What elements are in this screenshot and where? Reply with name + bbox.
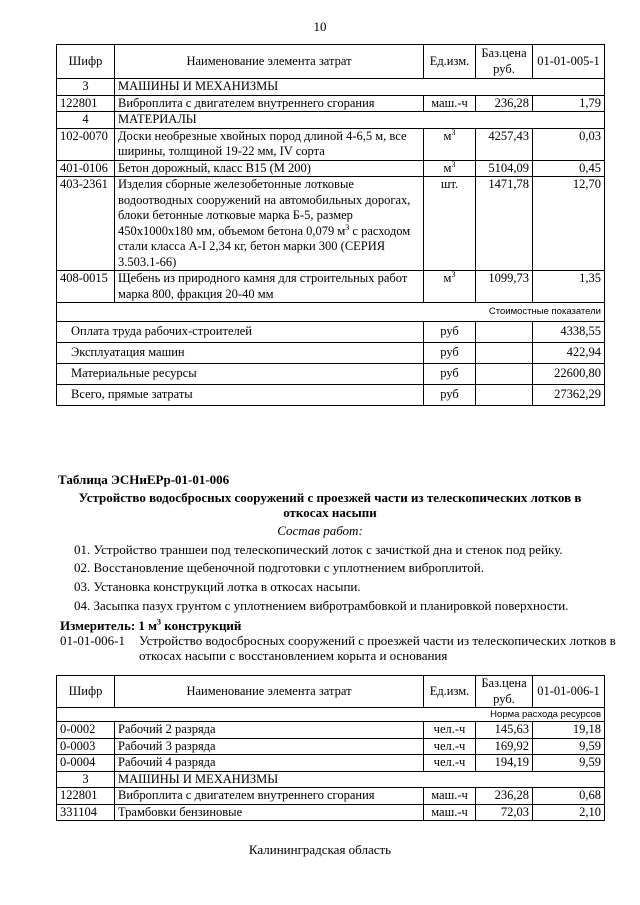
unit-cell: шт. [424, 177, 476, 271]
unit-cell: маш.-ч [424, 95, 476, 112]
table-row [57, 788, 605, 805]
footer-region: Калининградская область [248, 842, 392, 857]
section-number: 4 [57, 112, 115, 129]
header-name: Наименование элемента затрат [115, 676, 424, 708]
work-item: 01. Устройство траншеи под телескопический лоток с зачисткой дна и стенок под рейку. [74, 542, 563, 557]
cost-indicators-row [57, 303, 605, 322]
price-cell: 4257,43 [476, 128, 533, 160]
value-cell: 1,35 [533, 271, 605, 303]
unit-cell: чел.-ч [424, 738, 476, 755]
value-cell: 12,70 [533, 177, 605, 271]
norm-code: 01-01-006-1 [60, 633, 125, 648]
header-code: Шифр [57, 676, 115, 708]
code-cell: 122801 [57, 95, 115, 112]
price-cell: 1099,73 [476, 271, 533, 303]
price-cell: 145,63 [476, 722, 533, 739]
price-cell: 194,19 [476, 755, 533, 772]
table-title: Таблица ЭСНиЕРр-01-01-006 [58, 472, 230, 487]
header-price: Баз.цена руб. [476, 45, 533, 79]
composition-label: Состав работ: [277, 523, 363, 538]
total-empty [476, 385, 533, 406]
value-cell: 9,59 [533, 738, 605, 755]
table-row [57, 271, 605, 303]
table-header-row [57, 676, 605, 708]
norm-description: Устройство водосбросных сооружений с проезжей части из телескопических лотков в откосах насыпи с восстановлением корыта и основания [139, 633, 616, 663]
name-cell: Рабочий 4 разряда [115, 755, 424, 772]
table-row [57, 722, 605, 739]
table-row [57, 738, 605, 755]
name-cell: Изделия сборные железобетонные лотковые водоотводных сооружений на автомобильных дорогах, блоки бетонные лотковые марка Б-5, размер 450х1000х180 мм, объемом бетона 0,079 $м^3$ с расходом стали класса А-I 2,34 кг, бетон марки 300 (СЕРИЯ 3.503.1-66) [115, 177, 424, 271]
code-cell: 403-2361 [57, 177, 115, 271]
total-label: Всего, прямые затраты [57, 385, 424, 406]
value-cell: 0,45 [533, 160, 605, 177]
code-cell: 0-0003 [57, 738, 115, 755]
section-title: МАТЕРИАЛЫ [115, 112, 605, 129]
unit-cell: $м^3$ [424, 128, 476, 160]
section-row [57, 112, 605, 129]
name-cell: Рабочий 2 разряда [115, 722, 424, 739]
name-cell: Щебень из природного камня для строительных работ марка 800, фракция 20-40 мм [115, 271, 424, 303]
table-header-row [57, 45, 605, 79]
total-empty [476, 322, 533, 343]
code-cell: 401-0106 [57, 160, 115, 177]
value-cell: 1,79 [533, 95, 605, 112]
total-label: Материальные ресурсы [57, 364, 424, 385]
total-value: 27362,29 [533, 385, 605, 406]
code-cell: 102-0070 [57, 128, 115, 160]
resource-norm-row [57, 708, 605, 722]
unit-cell: $м^3$ [424, 160, 476, 177]
name-cell: Доски необрезные хвойных пород длиной 4-6,5 м, все ширины, толщиной 19-22 мм, IV сорта [115, 128, 424, 160]
table-row [57, 177, 605, 271]
code-cell: 122801 [57, 788, 115, 805]
total-value: 422,94 [533, 343, 605, 364]
section-row [57, 79, 605, 96]
unit-cell: маш.-ч [424, 788, 476, 805]
value-cell: 9,59 [533, 755, 605, 772]
total-label: Эксплуатация машин [57, 343, 424, 364]
value-cell: 2,10 [533, 804, 605, 821]
name-cell: Виброплита с двигателем внутреннего сгорания [115, 95, 424, 112]
header-norm-code: 01-01-006-1 [533, 676, 605, 708]
price-cell: 236,28 [476, 95, 533, 112]
price-cell: 1471,78 [476, 177, 533, 271]
table-heading: Устройство водосбросных сооружений с проезжей части из телескопических лотков в откосах насыпи [78, 490, 582, 520]
total-unit: руб [424, 364, 476, 385]
total-unit: руб [424, 343, 476, 364]
total-empty [476, 343, 533, 364]
header-unit: Ед.изм. [424, 45, 476, 79]
section-title: МАШИНЫ И МЕХАНИЗМЫ [115, 79, 605, 96]
section-title: МАШИНЫ И МЕХАНИЗМЫ [115, 771, 605, 788]
total-value: 4338,55 [533, 322, 605, 343]
name-cell: Трамбовки бензиновые [115, 804, 424, 821]
header-name: Наименование элемента затрат [115, 45, 424, 79]
total-row [57, 385, 605, 406]
unit-cell: маш.-ч [424, 804, 476, 821]
work-item: 04. Засыпка пазух грунтом с уплотнением вибротрамбовкой и планировкой поверхности. [74, 598, 569, 613]
section-row [57, 771, 605, 788]
code-cell: 331104 [57, 804, 115, 821]
header-unit: Ед.изм. [424, 676, 476, 708]
code-cell: 0-0002 [57, 722, 115, 739]
name-cell: Виброплита с двигателем внутреннего сгорания [115, 788, 424, 805]
unit-cell: чел.-ч [424, 755, 476, 772]
total-unit: руб [424, 385, 476, 406]
total-value: 22600,80 [533, 364, 605, 385]
value-cell: 0,68 [533, 788, 605, 805]
resource-norm-label: Норма расхода ресурсов [57, 708, 605, 722]
resource-table-1 [56, 44, 605, 406]
header-price: Баз.цена руб. [476, 676, 533, 708]
cost-indicators-label: Стоимостные показатели [57, 303, 605, 322]
work-item: 03. Установка конструкций лотка в откосах насыпи. [74, 579, 361, 594]
total-unit: руб [424, 322, 476, 343]
total-empty [476, 364, 533, 385]
page-number: 10 [313, 19, 327, 34]
total-row [57, 343, 605, 364]
code-cell: 408-0015 [57, 271, 115, 303]
section-number: 3 [57, 771, 115, 788]
price-cell: 236,28 [476, 788, 533, 805]
total-row [57, 364, 605, 385]
header-norm-code: 01-01-005-1 [533, 45, 605, 79]
price-cell: 169,92 [476, 738, 533, 755]
resource-table-2 [56, 675, 605, 821]
unit-cell: чел.-ч [424, 722, 476, 739]
name-cell: Бетон дорожный, класс В15 (М 200) [115, 160, 424, 177]
table-row [57, 128, 605, 160]
section-number: 3 [57, 79, 115, 96]
table-row [57, 755, 605, 772]
price-cell: 5104,09 [476, 160, 533, 177]
header-code: Шифр [57, 45, 115, 79]
total-row [57, 322, 605, 343]
table-row [57, 804, 605, 821]
code-cell: 0-0004 [57, 755, 115, 772]
value-cell: 19,18 [533, 722, 605, 739]
name-cell: Рабочий 3 разряда [115, 738, 424, 755]
unit-cell: $м^3$ [424, 271, 476, 303]
value-cell: 0,03 [533, 128, 605, 160]
total-label: Оплата труда рабочих-строителей [57, 322, 424, 343]
price-cell: 72,03 [476, 804, 533, 821]
meter-label: Измеритель: 1 $м^3$ конструкций [60, 617, 242, 633]
work-item: 02. Восстановление щебеночной подготовки с уплотнением виброплитой. [74, 560, 484, 575]
table-row [57, 95, 605, 112]
table-row [57, 160, 605, 177]
